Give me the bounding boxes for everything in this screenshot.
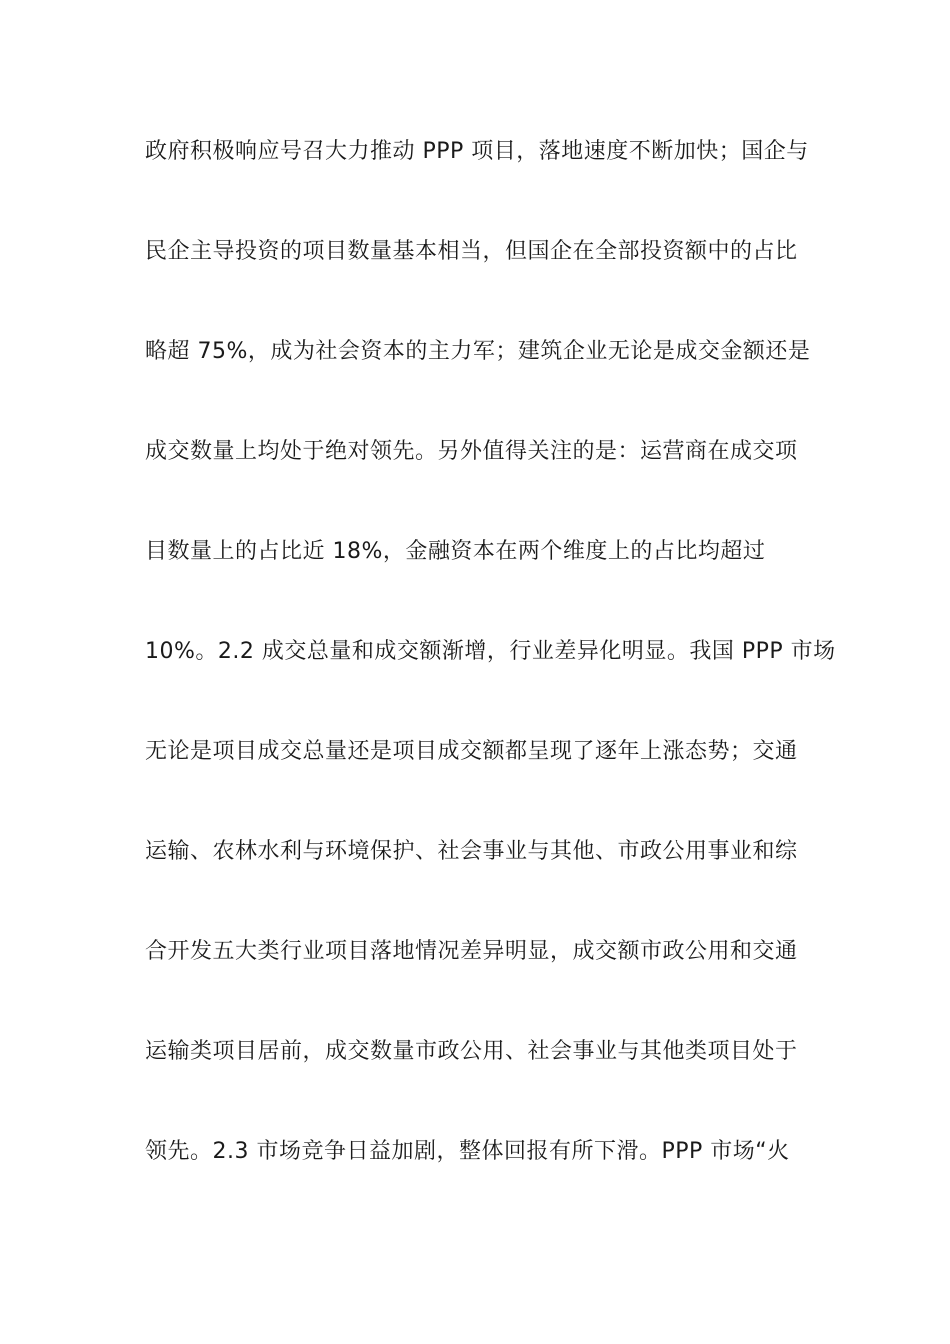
text-line: 目数量上的占比近 18%，金融资本在两个维度上的占比均超过: [145, 539, 766, 564]
text-line: 政府积极响应号召大力推动 PPP 项目，落地速度不断加快；国企与: [145, 139, 809, 164]
text-line: 领先。2.3 市场竞争日益加剧，整体回报有所下滑。PPP 市场“火: [145, 1139, 790, 1164]
text-line: 成交数量上均处于绝对领先。另外值得关注的是：运营商在成交项: [145, 439, 798, 464]
text-line: 民企主导投资的项目数量基本相当，但国企在全部投资额中的占比: [145, 239, 798, 264]
text-line: 运输、农林水利与环境保护、社会事业与其他、市政公用事业和综: [145, 839, 798, 864]
body-paragraph: [145, 132, 836, 1232]
text-line: 合开发五大类行业项目落地情况差异明显，成交额市政公用和交通: [145, 939, 798, 964]
text-line: 略超 75%，成为社会资本的主力军；建筑企业无论是成交金额还是: [145, 339, 811, 364]
text-line: 10%。2.2 成交总量和成交额渐增，行业差异化明显。我国 PPP 市场: [145, 639, 836, 664]
text-line: 运输类项目居前，成交数量市政公用、社会事业与其他类项目处于: [145, 1039, 798, 1064]
text-line: 无论是项目成交总量还是项目成交额都呈现了逐年上涨态势；交通: [145, 739, 798, 764]
